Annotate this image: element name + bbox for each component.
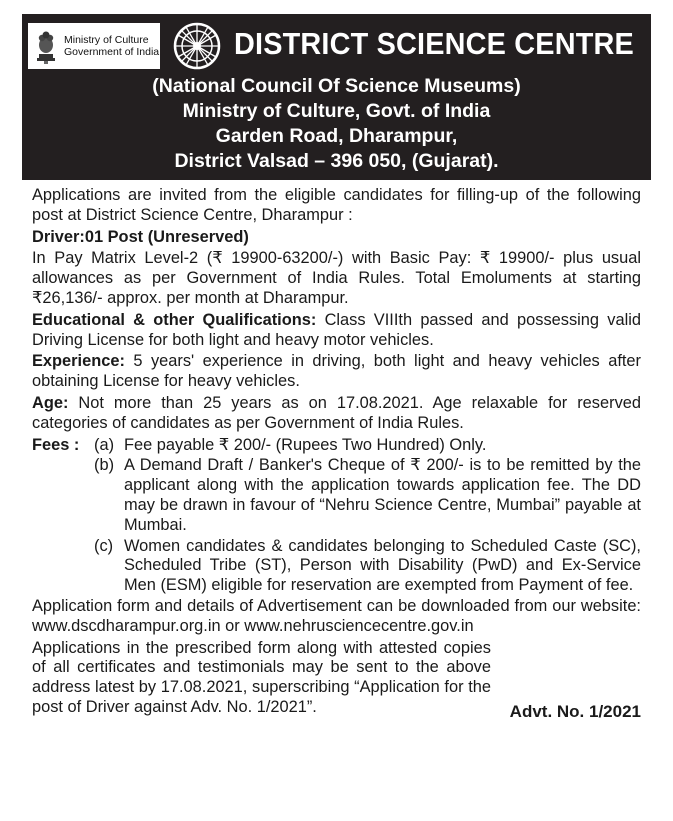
ncsm-chakra-logo-icon [173,22,221,70]
submission-paragraph: Applications in the prescribed form along with attested copies of all certificates and testimonials may be sent to the above address latest by 17.08.2021, superscribing “Application for the post of Driver against Adv. No. 1/2021”. [32,638,491,716]
government-name: Government of India [64,46,160,58]
fees-section [32,436,641,597]
age-paragraph [32,394,641,434]
fee-item-c: (c) Women candidates & candidates belonging to Scheduled Caste (SC), Scheduled Tribe (ST), Person with Disability (PwD) and Ex-Service Men (ESM) eligible for reservation are exempted from Payment of fee. [94,536,641,595]
experience-paragraph [32,352,641,392]
experience-text: 5 years' experience in driving, both light and heavy vehicles after obtaining License for heavy vehicles. [32,352,641,391]
address-block [22,74,651,174]
qualification-paragraph [32,311,641,351]
advertisement-body [22,186,651,722]
centre-title: DISTRICT SCIENCE CENTRE [234,26,634,61]
address-line-organisation: (National Council Of Science Museums) [152,75,521,97]
advertisement-number: Advt. No. 1/2021 [509,701,641,721]
pay-paragraph: In Pay Matrix Level-2 (₹ 19900-63200/-) with Basic Pay: ₹ 19900/- plus usual allowances as per Government of India Rules. Total Emoluments at starting ₹26,136/- approx. per month at Dharampur. [32,249,641,307]
state-emblem-icon [32,26,60,66]
intro-paragraph: Applications are invited from the eligible candidates for filling-up of the following post at District Science Centre, Dharampur : [32,186,641,224]
download-paragraph: Application form and details of Advertisement can be downloaded from our website: www.dscdharampur.org.in or www.nehrusciencecentre.gov.in [32,596,641,635]
fee-item-a: (a) Fee payable ₹ 200/- (Rupees Two Hundred) Only. [94,435,487,454]
post-title: Driver:01 Post (Unreserved) [32,227,249,246]
fees-label: Fees : [32,435,80,454]
qualification-text: Class VIIIth passed and possessing valid Driving License for both light and heavy motor vehicles. [32,310,641,349]
ministry-logo [28,23,160,69]
header-banner [22,14,651,180]
age-text: Not more than 25 years as on 17.08.2021. Age relaxable for reserved categories of candidates as per Government of India Rules. [32,393,641,432]
address-line-road: Garden Road, Dharampur, [215,125,458,147]
address-line-ministry: Ministry of Culture, Govt. of India [182,100,491,122]
website-link-dsc[interactable]: www.dscdharampur.org.in [32,616,221,635]
experience-label: Experience: [32,352,125,371]
fee-item-b: (b) A Demand Draft / Banker's Cheque of ₹ 200/- is to be remitted by the applicant along with the application towards application fee. The DD may be drawn in favour of “Nehru Science Centre, Mumbai” payable at Mumbai. [94,456,641,534]
address-line-district: District Valsad – 396 050, (Gujarat). [174,150,499,172]
age-label: Age: [32,393,69,412]
ministry-name: Ministry of Culture [64,34,149,46]
qualification-label: Educational & other Qualifications: [32,310,317,329]
website-link-nsc[interactable]: www.nehrusciencecentre.gov.in [244,616,474,635]
